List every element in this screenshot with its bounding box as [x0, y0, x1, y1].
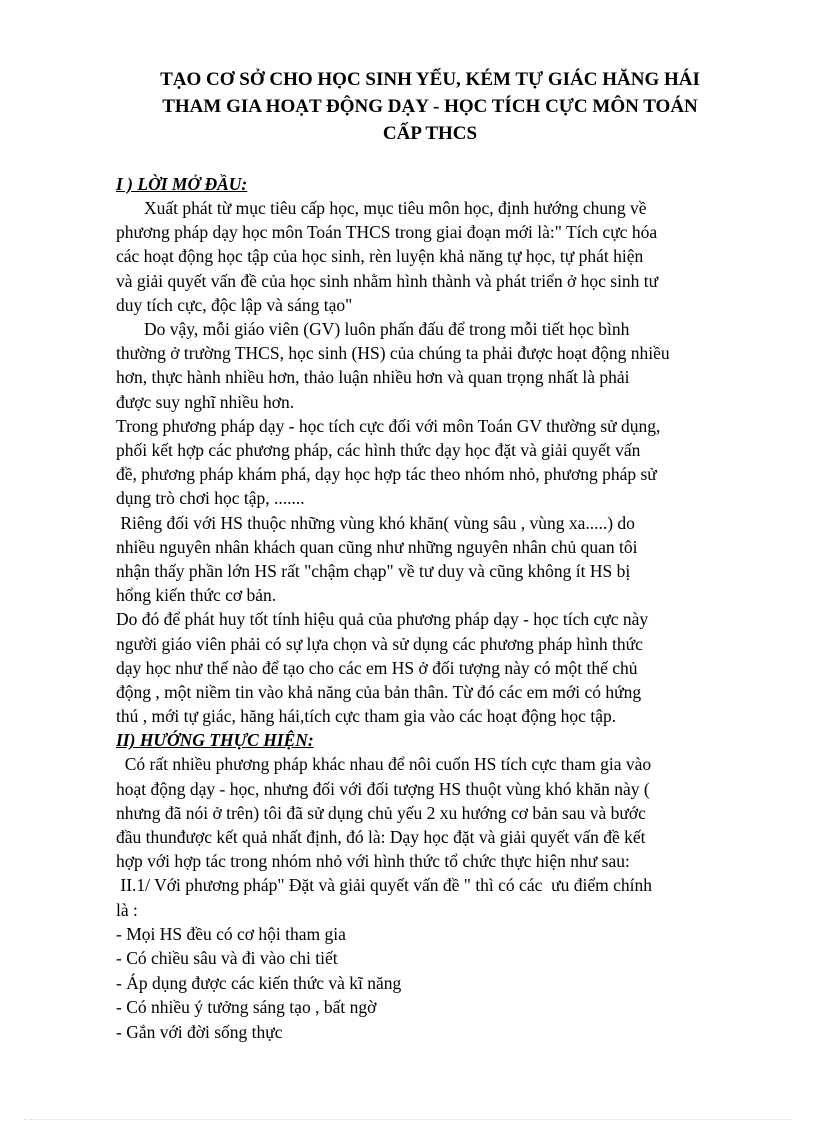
list-item: - Áp dụng được các kiến thức và kĩ năng [116, 972, 402, 993]
paragraph-line: hợp với hợp tác trong nhóm nhỏ với hình thức tổ chức thực hiện như sau: [116, 851, 630, 872]
list-item: - Có nhiều ý tưởng sáng tạo , bất ngờ [116, 997, 377, 1018]
paragraph-line: Trong phương pháp dạy - học tích cực đối với môn Toán GV thường sử dụng, [116, 415, 661, 436]
list-item: - Gắn với đời sống thực [116, 1021, 283, 1042]
paragraph-line: thường ở trường THCS, học sinh (HS) của chúng ta phải được hoạt động nhiều [116, 343, 670, 364]
page-bottom-divider [24, 1119, 792, 1120]
paragraph-line: đầu thunđược kết quả nhất định, đó là: Dạy học đặt và giải quyết vấn đề kết [116, 827, 646, 848]
list-item: - Mọi HS đều có cơ hội tham gia [116, 923, 346, 944]
document-page [116, 66, 744, 1044]
list-item: - Có chiều sâu và đi vào chi tiết [116, 948, 338, 969]
paragraph-line: động , một niềm tin vào khả năng của bản thân. Từ đó các em mới có hứng [116, 682, 642, 703]
section-1-paragraph-2 [116, 317, 744, 414]
paragraph-line: hơn, thực hành nhiều hơn, thảo luận nhiều hơn và quan trọng nhất là phải [116, 367, 630, 388]
section-1-paragraph-5 [116, 607, 744, 728]
paragraph-line: đề, phương pháp khám phá, dạy học hợp tác theo nhóm nhỏ, phương pháp sử [116, 464, 657, 485]
paragraph-line: Riêng đối với HS thuộc những vùng khó khăn( vùng sâu , vùng xa.....) do [116, 512, 635, 533]
section-2-paragraph-1 [116, 752, 744, 873]
section-2-paragraph-2 [116, 873, 744, 921]
title-line-3: CẤP THCS [382, 123, 478, 144]
paragraph-line: nhiều nguyên nhân khách quan cũng như những nguyên nhân chủ quan tôi [116, 536, 638, 557]
section-1-heading: I ) LỜI MỞ ĐẦU: [116, 174, 248, 194]
paragraph-line: hoạt động dạy - học, nhưng đối với đối tượng HS thuột vùng khó khăn này ( [116, 778, 650, 799]
paragraph-line: các hoạt động học tập của học sinh, rèn luyện khả năng tự học, tự phát hiện [116, 246, 644, 267]
section-1-paragraph-3 [116, 414, 744, 511]
advantages-list [116, 922, 744, 1044]
paragraph-line: phương pháp dạy học môn Toán THCS trong giai đoạn mới là:" Tích cực hóa [116, 222, 658, 243]
section-2-heading: II) HƯỚNG THỰC HIỆN: [116, 730, 314, 751]
paragraph-line: phối kết hợp các phương pháp, các hình thức dạy học đặt và giải quyết vấn [116, 440, 641, 461]
paragraph-line: thú , mới tự giác, hăng hái,tích cực tham gia vào các hoạt động học tập. [116, 706, 617, 727]
paragraph-line: duy tích cực, độc lập và sáng tạo" [116, 294, 353, 315]
title-line-2: THAM GIA HOẠT ĐỘNG DẠY - HỌC TÍCH CỰC MÔN TOÁN [162, 96, 698, 117]
paragraph-line: người giáo viên phải có sự lựa chọn và sử dụng các phương pháp hình thức [116, 633, 643, 654]
section-1-paragraph-1 [116, 196, 744, 317]
paragraph-line: Do vậy, mỗi giáo viên (GV) luôn phấn đấu để trong mỗi tiết học bình [144, 319, 630, 340]
paragraph-line: nhưng đã nói ở trên) tôi đã sử dụng chủ yếu 2 xu hướng cơ bản sau và bước [116, 802, 646, 823]
paragraph-line: hổng kiến thức cơ bản. [116, 585, 277, 606]
section-1-paragraph-4 [116, 511, 744, 608]
document-title [116, 66, 744, 147]
paragraph-line: Xuất phát từ mục tiêu cấp học, mục tiêu môn học, định hướng chung về [144, 198, 647, 218]
paragraph-line: II.1/ Với phương pháp" Đặt và giải quyết vấn đề " thì có các ưu điểm chính [116, 875, 652, 896]
paragraph-line: dụng trò chơi học tập, ....... [116, 488, 305, 509]
paragraph-line: được suy nghĩ nhiều hơn. [116, 391, 295, 412]
paragraph-line: là : [116, 899, 138, 920]
paragraph-line: Do đó để phát huy tốt tính hiệu quả của phương pháp dạy - học tích cực này [116, 609, 649, 630]
paragraph-line: Có rất nhiều phương pháp khác nhau để nôi cuốn HS tích cực tham gia vào [116, 754, 652, 775]
paragraph-line: và giải quyết vấn đề của học sinh nhằm hình thành và phát triển ở học sinh tư [116, 270, 659, 291]
paragraph-line: nhận thấy phần lớn HS rất "chậm chạp" về tư duy và cũng không ít HS bị [116, 561, 631, 582]
paragraph-line: dạy học như thế nào để tạo cho các em HS ở đối tượng này có một thế chủ [116, 657, 638, 678]
title-line-1: TẠO CƠ SỞ CHO HỌC SINH YẾU, KÉM TỰ GIÁC HĂNG HÁI [160, 69, 700, 90]
